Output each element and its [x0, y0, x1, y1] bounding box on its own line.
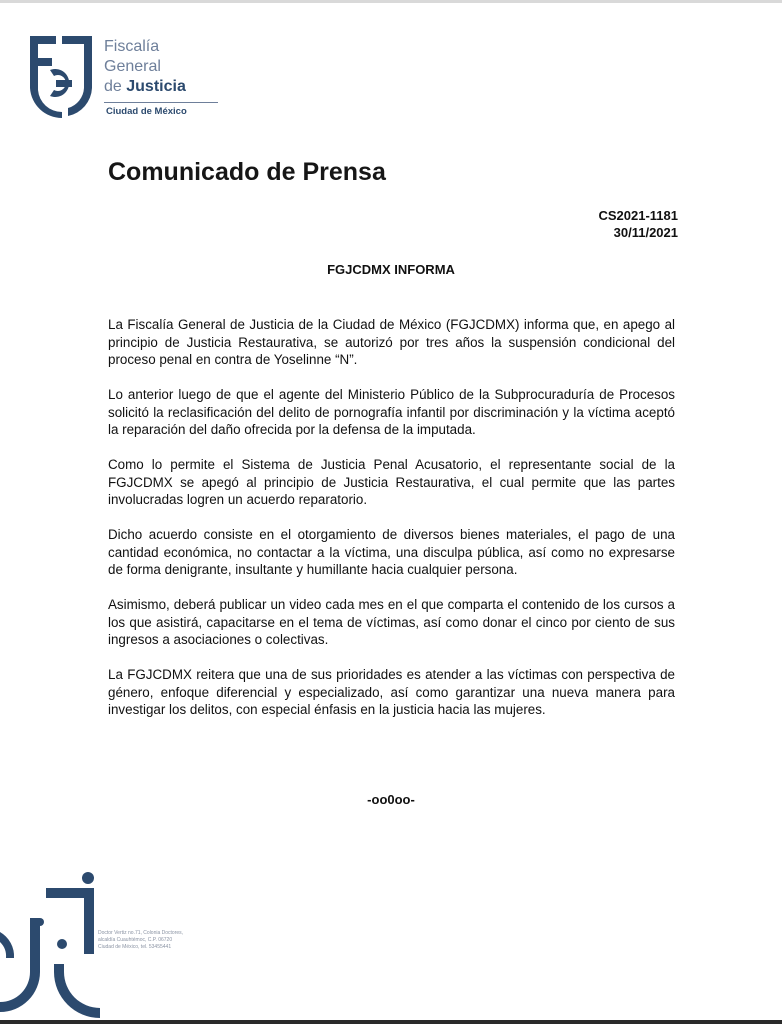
- reference-number: CS2021-1181: [598, 208, 678, 223]
- paragraph: La FGJCDMX reitera que una de sus prioridades es atender a las víctimas con perspectiva de género, enfoque diferencial y especializado, así como garantizar una nueva manera para investigar los delitos, con especial énfasis en la justicia hacia las mujeres.: [108, 667, 675, 717]
- fgj-emblem-icon: [26, 32, 96, 118]
- body-text: [108, 316, 675, 736]
- logo-word-justicia: Justicia: [126, 78, 186, 95]
- address-line: alcaldía Cuauhtémoc, C.P. 06720: [98, 937, 173, 943]
- fgj-logo: [26, 26, 216, 122]
- footer-emblem-icon: [0, 868, 100, 1024]
- logo-line-fiscalia: Fiscalía: [104, 38, 160, 55]
- paragraph: La Fiscalía General de Justicia de la Ciudad de México (FGJCDMX) informa que, en apego al principio de Justicia Restaurativa, se autorizó por tres años la suspensión condicional del proceso penal en contra de Yoselinne “N”.: [108, 317, 675, 367]
- closing-mark: -oo0oo-: [367, 792, 415, 807]
- address-line: Doctor Vertiz no.71, Colonia Doctores,: [98, 930, 184, 936]
- paragraph: Lo anterior luego de que el agente del Ministerio Público de la Subprocuraduría de Procesos solicitó la reclasificación del delito de pornografía infantil por discriminación y la víctima aceptó la reparación del daño ofrecida por la defensa de la imputada.: [108, 387, 675, 437]
- section-heading: FGJCDMX INFORMA: [327, 262, 455, 277]
- logo-line-cdmx: Ciudad de México: [106, 106, 187, 117]
- address-line: Ciudad de México, tel. 53455441: [98, 944, 172, 950]
- bottom-edge: [0, 1020, 782, 1024]
- top-edge: [0, 0, 782, 3]
- logo-line-justicia: [104, 78, 186, 96]
- paragraph: Dicho acuerdo consiste en el otorgamiento de diversos bienes materiales, el pago de una cantidad económica, no contactar a la víctima, una disculpa pública, así como no expresarse de forma denigrante, insultante y humillante hacia cualquier persona.: [108, 527, 675, 577]
- footer-address: [98, 930, 183, 951]
- logo-rule: [104, 102, 218, 103]
- paragraph: Como lo permite el Sistema de Justicia Penal Acusatorio, el representante social de la FGJCDMX se apegó al principio de Justicia Restaurativa, el cual permite que las partes involucradas logren un acuerdo reparatorio.: [108, 457, 675, 507]
- page-title: Comunicado de Prensa: [108, 158, 386, 186]
- reference-block: [598, 207, 678, 241]
- logo-line-de: de: [104, 78, 127, 95]
- reference-date: 30/11/2021: [613, 225, 678, 240]
- paragraph: Asimismo, deberá publicar un video cada mes en el que comparta el contenido de los cursos a los que asistirá, capacitarse en el tema de víctimas, así como donar el cinco por ciento de sus ingresos a asociaciones o colectivas.: [108, 597, 675, 647]
- logo-line-general: General: [104, 58, 161, 75]
